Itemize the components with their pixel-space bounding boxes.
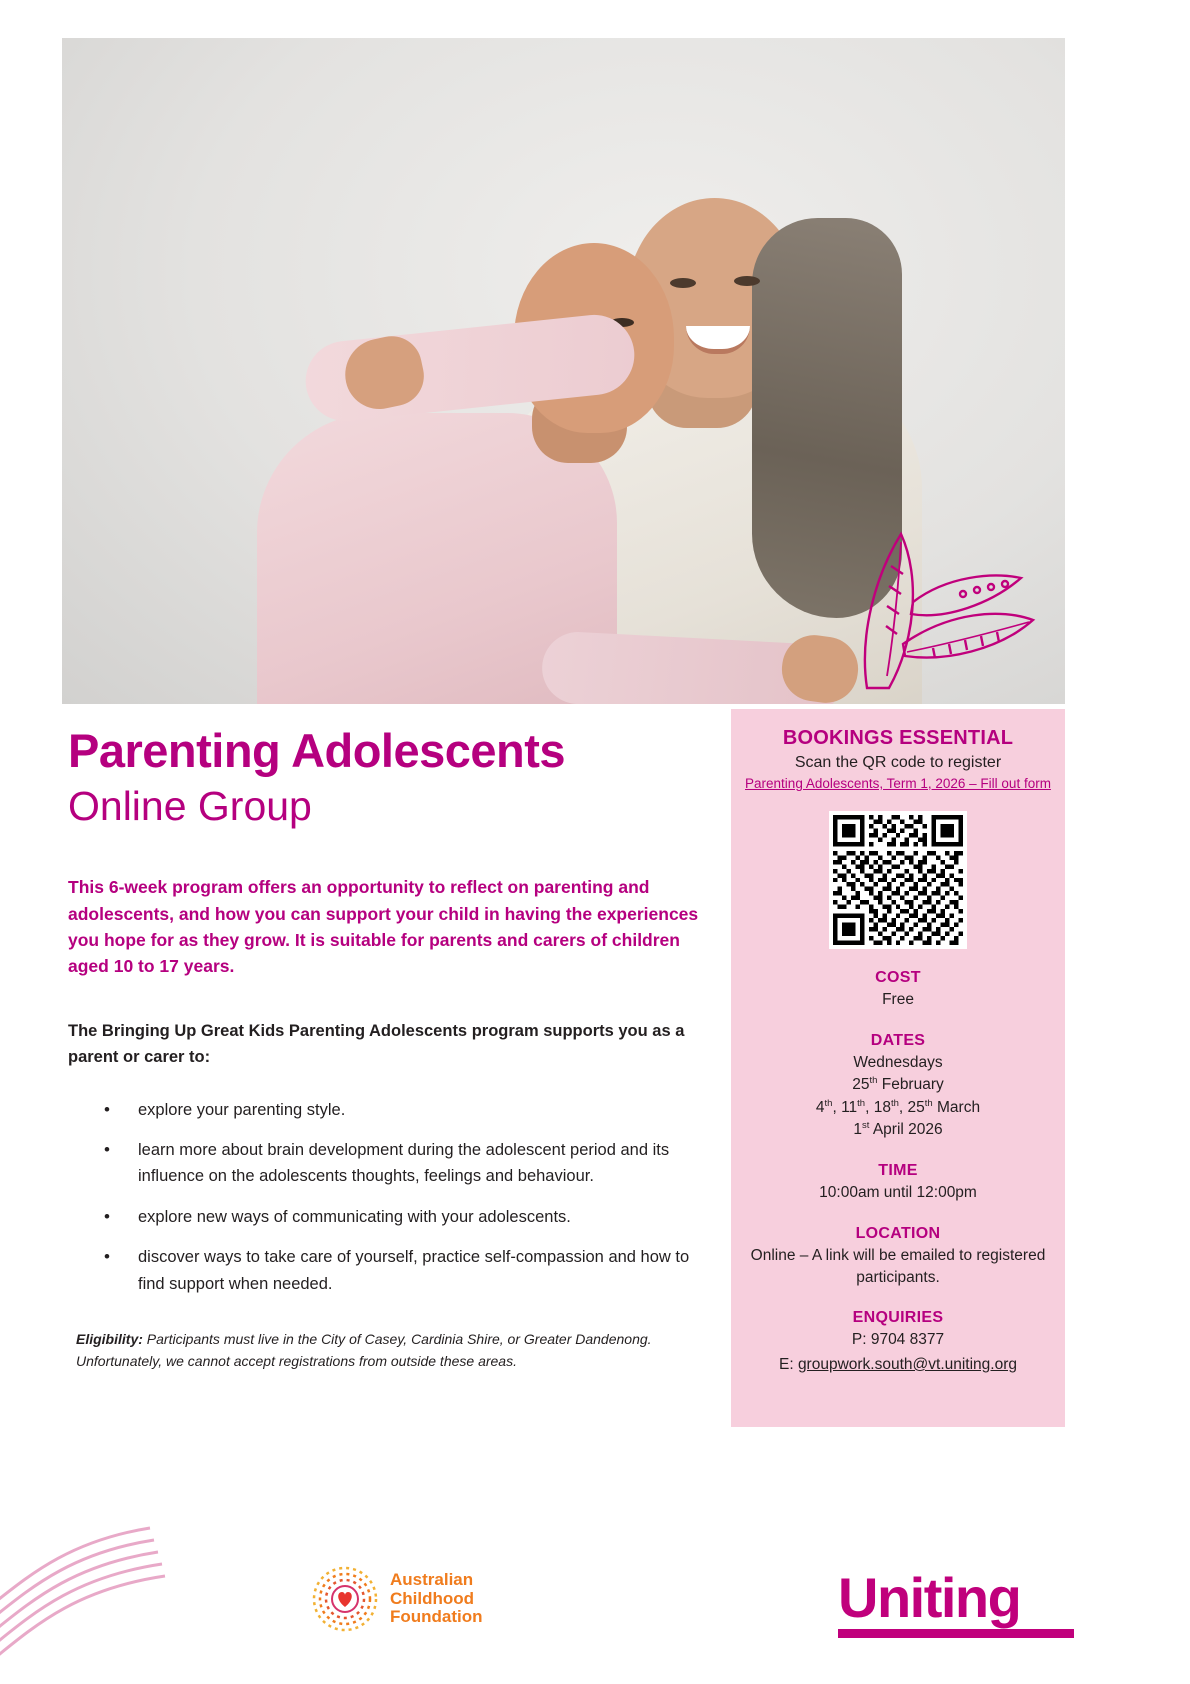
main-content <box>68 726 713 1372</box>
registration-form-link[interactable]: Parenting Adolescents, Term 1, 2026 – Fill out form <box>745 776 1051 791</box>
email-prefix: E: <box>778 1355 798 1373</box>
hero-photo <box>62 38 1065 704</box>
bookings-heading: BOOKINGS ESSENTIAL <box>782 727 1014 749</box>
acf-heart-logo-icon <box>310 1564 380 1634</box>
dates-line: 1st April 2026 <box>853 1120 943 1139</box>
acf-wordmark <box>390 1571 483 1627</box>
acf-line-1: Australian <box>390 1569 474 1589</box>
qr-code-icon[interactable] <box>833 815 963 945</box>
time-value: 10:00am until 12:00pm <box>819 1184 977 1202</box>
eligibility-note <box>76 1329 713 1372</box>
enquiries-email-link[interactable]: groupwork.south@vt.uniting.org <box>797 1355 1018 1373</box>
leaf-motif-icon <box>829 516 1039 696</box>
page-subtitle: Online Group <box>68 783 312 830</box>
acf-line-2: Childhood <box>390 1588 475 1608</box>
cost-title: COST <box>875 969 921 987</box>
australian-childhood-foundation-logo <box>310 1560 510 1638</box>
dates-title: DATES <box>870 1031 926 1049</box>
uniting-logo <box>838 1566 1078 1640</box>
bookings-panel <box>731 709 1065 1427</box>
dates-line: 25th February <box>852 1075 944 1094</box>
uniting-wordmark: Uniting <box>838 1566 1021 1629</box>
page-title: Parenting Adolescents <box>68 724 566 777</box>
list-item: • explore new ways of communicating with your adolescents. <box>104 1204 713 1230</box>
scan-instruction: Scan the QR code to register <box>794 754 1002 771</box>
dates-value <box>741 1052 1055 1142</box>
dates-line: 4th, 11th, 18th, 25th March <box>815 1097 981 1116</box>
time-title: TIME <box>878 1162 918 1180</box>
qr-code-container[interactable] <box>829 811 967 949</box>
enquiries-email-line <box>741 1354 1055 1376</box>
list-item: • learn more about brain development during the adolescent period and its influence on the adolescents thoughts, feelings and behaviour. <box>104 1137 713 1190</box>
location-value: Online – A link will be emailed to registered participants. <box>750 1246 1046 1286</box>
enquiries-phone: P: 9704 8377 <box>851 1331 945 1349</box>
uniting-underline <box>838 1629 1074 1638</box>
dates-line: Wednesdays <box>853 1053 943 1071</box>
woman-eye-left <box>670 278 696 288</box>
cost-value: Free <box>882 991 914 1009</box>
woman-eye-right <box>734 276 760 286</box>
location-title: LOCATION <box>855 1224 941 1242</box>
list-item: • explore your parenting style. <box>104 1097 713 1123</box>
list-item: • discover ways to take care of yourself, practice self-compassion and how to find support when needed. <box>104 1244 713 1297</box>
program-points-list <box>68 1097 713 1297</box>
eligibility-label: Eligibility: <box>76 1330 143 1347</box>
supports-heading: The Bringing Up Great Kids Parenting Adolescents program supports you as a parent or carer to: <box>68 1022 685 1067</box>
enquiries-title: ENQUIRIES <box>852 1309 944 1327</box>
eligibility-text: Participants must live in the City of Casey, Cardinia Shire, or Greater Dandenong. Unfortunately, we cannot accept registrations from outside these areas. <box>76 1330 652 1369</box>
wave-swoosh-decoration-icon <box>0 1480 220 1680</box>
intro-paragraph: This 6-week program offers an opportunity to reflect on parenting and adolescents, and how you can support your child in having the experiences you hope for as they grow. It is suitable for parents and carers of children aged 10 to 17 years. <box>68 877 699 977</box>
acf-line-3: Foundation <box>390 1607 483 1627</box>
